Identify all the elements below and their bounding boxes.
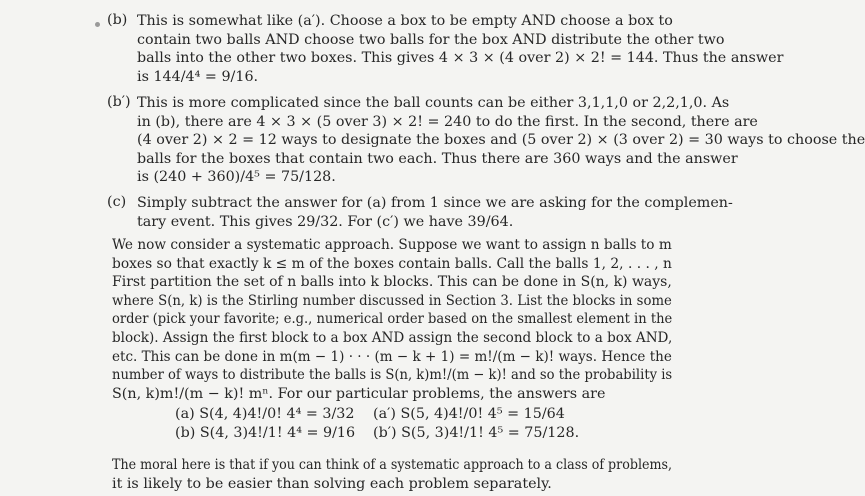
paragraph-line: order (pick your favorite; e.g., numerical order based on the smallest element in the <box>112 311 673 328</box>
item-b-prime-line: This is more complicated since the ball counts can be either 3,1,1,0 or 2,2,1,0. As <box>137 95 730 111</box>
item-b-prime-line: balls for the boxes that contain two each. Thus there are 360 ways and the answer <box>137 150 738 167</box>
item-b-prime-label: (b′) <box>107 94 131 110</box>
item-c-line: tary event. This gives 29/32. For (c′) we have 39/64. <box>137 213 514 230</box>
item-b-body <box>137 12 783 86</box>
paragraph-line: First partition the set of n balls into k blocks. This can be done in S(n, k) ways, <box>112 274 672 291</box>
answer-b: (b) S(4, 3)4!/1! 4⁴ = 9/16 <box>175 424 356 441</box>
moral-paragraph <box>112 456 672 493</box>
paragraph-line: boxes so that exactly k ≤ m of the boxes contain balls. Call the balls 1, 2, . . . , n <box>112 255 672 272</box>
item-b-label: (b) <box>107 12 128 28</box>
bullet-marker <box>95 22 100 27</box>
paragraph-line: number of ways to distribute the balls is S(n, k)m!/(m − k)! and so the probability is <box>112 367 673 384</box>
paragraph-line: We now consider a systematic approach. Suppose we want to assign n balls to m <box>112 237 672 253</box>
item-b-prime-line: (4 over 2) × 2 = 12 ways to designate the boxes and (5 over 2) × (3 over 2) = 30 ways to choose the <box>137 132 865 148</box>
item-c-line: Simply subtract the answer for (a) from 1 since we are asking for the complemen- <box>137 195 733 211</box>
answer-a: (a) S(4, 4)4!/0! 4⁴ = 3/32 <box>175 406 355 422</box>
item-b-line: contain two balls AND choose two balls for the box AND distribute the other two <box>137 31 725 48</box>
answer-b-prime: (b′) S(5, 3)4!/1! 4⁵ = 75/128. <box>373 424 580 441</box>
item-b-line: balls into the other two boxes. This gives 4 × 3 × (4 over 2) × 2! = 144. Thus the answer <box>137 50 784 66</box>
paragraph-line: S(n, k)m!/(m − k)! mⁿ. For our particular problems, the answers are <box>112 385 606 402</box>
item-b-line: is 144/4⁴ = 9/16. <box>137 68 259 85</box>
moral-line: it is likely to be easier than solving each problem separately. <box>112 475 552 492</box>
answer-a-prime: (a′) S(5, 4)4!/0! 4⁵ = 15/64 <box>373 406 565 422</box>
item-b-prime-line: is (240 + 360)/4⁵ = 75/128. <box>137 169 336 185</box>
paragraph-line: where S(n, k) is the Stirling number discussed in Section 3. List the blocks in some <box>112 292 672 309</box>
item-c-label: (c) <box>107 194 127 210</box>
paragraph-line: etc. This can be done in m(m − 1) · · · (m − k + 1) = m!/(m − k)! ways. Hence the <box>112 348 672 365</box>
item-c-body <box>137 194 733 231</box>
paragraph-line: block). Assign the first block to a box AND assign the second block to a box AND, <box>112 329 673 346</box>
item-b-line: This is somewhat like (a′). Choose a box to be empty AND choose a box to <box>137 13 673 29</box>
item-b-prime-body <box>137 94 865 187</box>
systematic-approach-paragraph <box>112 236 672 403</box>
item-b-prime-line: in (b), there are 4 × 3 × (5 over 3) × 2! = 240 to do the first. In the second, there are <box>137 113 758 130</box>
moral-line: The moral here is that if you can think of a systematic approach to a class of problems, <box>112 457 673 473</box>
